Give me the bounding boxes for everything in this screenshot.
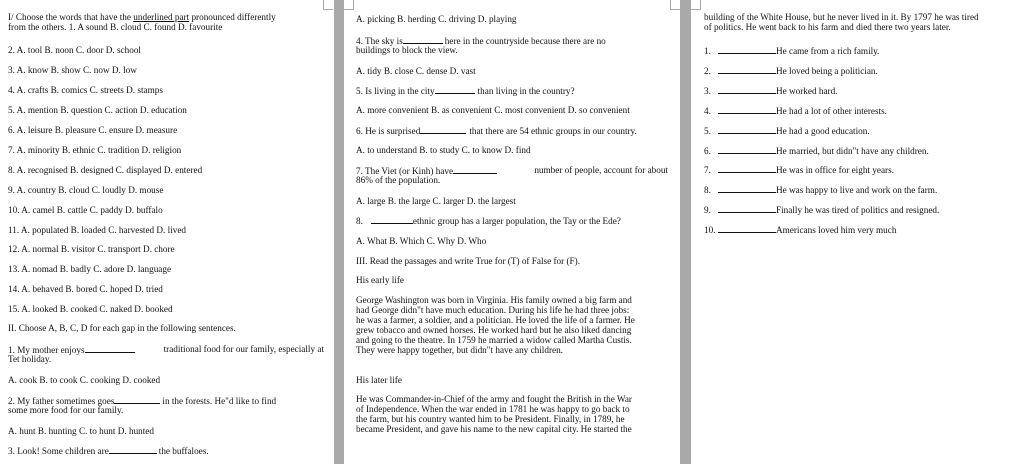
passage-line: became President, and gave his name to the new capital city. He started the	[356, 424, 632, 434]
answer-blank	[435, 85, 475, 94]
crop-mark	[323, 0, 333, 10]
statement-text: He was in office for eight years.	[776, 165, 894, 176]
text: 5. Is living in the city	[356, 86, 435, 96]
statement-text: Finally he was tired of politics and resigned.	[776, 205, 940, 216]
statement-text: He had a good education.	[776, 125, 870, 136]
statement-row	[704, 164, 894, 175]
answer-blank[interactable]	[718, 164, 776, 173]
text: 1. My mother enjoys	[8, 345, 85, 355]
question-item: 7. A. minority B. ethnic C. tradition D. religion	[8, 145, 182, 155]
question-1-heading	[8, 12, 276, 22]
options: A. hunt B. hunting C. to hunt D. hunted	[8, 426, 154, 436]
question-item: 15. A. looked B. cooked C. naked D. booked	[8, 304, 173, 314]
passage-line: He was Commander-in-Chief of the army and fought the British in the War	[356, 394, 632, 404]
question-item: 13. A. nomad B. badly C. adore D. language	[8, 264, 172, 274]
text: 3. Look! Some children are	[8, 446, 109, 456]
text: I/ Choose the words that have the	[8, 12, 134, 22]
answer-blank[interactable]	[718, 45, 776, 54]
answer-blank	[85, 344, 135, 353]
statement-number: 7.	[704, 165, 711, 176]
answer-blank	[114, 395, 160, 404]
statement-row	[704, 184, 937, 195]
text: than living in the country?	[477, 86, 575, 96]
statement-number: 8.	[704, 185, 711, 196]
answer-blank[interactable]	[718, 145, 776, 154]
answer-blank	[109, 445, 157, 454]
question-item: 8. A. recognised B. designed C. displayed D. entered	[8, 165, 203, 175]
text: 6. He is surprised	[356, 126, 421, 136]
statement-row	[704, 85, 837, 96]
answer-blank	[453, 165, 497, 174]
question-item: 6. A. leisure B. pleasure C. ensure D. measure	[8, 125, 178, 135]
statement-row	[704, 105, 887, 116]
statement-text: He came from a rich family.	[776, 46, 880, 56]
options: A. picking B. herding C. driving D. playing	[356, 14, 517, 24]
question-item: 3. A. know B. show C. now D. low	[8, 65, 137, 75]
options: A. more convenient B. as convenient C. most convenient D. so convenient	[356, 105, 630, 115]
answer-blank[interactable]	[718, 184, 776, 193]
gap-question-3	[8, 445, 209, 456]
answer-blank[interactable]	[718, 85, 776, 94]
crop-mark	[344, 0, 354, 10]
statement-row	[704, 204, 939, 215]
text: in the forests. He"d like to find	[162, 396, 277, 406]
text: ethnic group has a larger population, the Tay or the Ede?	[412, 216, 621, 226]
options: A. to understand B. to study C. to know D. find	[356, 145, 531, 155]
passage-line: of Independence. When the war ended in 1781 he was happy to go back to	[356, 404, 630, 414]
statement-number: 3.	[704, 85, 711, 96]
passage-line: had George didn"t have much education. During his life he had three jobs:	[356, 305, 630, 315]
passage-heading: His early life	[356, 275, 404, 285]
gap-question-5	[356, 85, 575, 96]
statement-number: 10.	[704, 225, 716, 236]
crop-mark	[670, 0, 680, 10]
options: A. cook B. to cook C. cooking D. cooked	[8, 375, 161, 385]
statement-row	[704, 224, 896, 235]
statement-row	[704, 45, 879, 56]
answer-blank	[371, 215, 413, 224]
statement-row	[704, 65, 878, 76]
text: 7. The Viet (or Kinh) have	[356, 166, 454, 176]
statement-number: 1.	[704, 46, 711, 56]
answer-blank[interactable]	[718, 105, 776, 114]
text: 2. My father sometimes goes	[8, 396, 115, 406]
answer-blank[interactable]	[718, 224, 776, 233]
statement-text: He was happy to live and work on the farm.	[776, 185, 938, 196]
statement-text: He married, but didn"t have any children.	[776, 145, 929, 156]
statement-text: He had a lot of other interests.	[776, 105, 887, 116]
question-item: 2. A. tool B. noon C. door D. school	[8, 45, 141, 55]
gap-question-4-cont: buildings to block the view.	[356, 45, 458, 55]
answer-blank[interactable]	[718, 204, 776, 213]
question-item: 11. A. populated B. loaded C. harvested D. lived	[8, 225, 187, 235]
answer-blank	[420, 125, 466, 134]
document-page-1	[0, 0, 334, 464]
answer-blank[interactable]	[718, 125, 776, 134]
section-3-heading: III. Read the passages and write True for (T) of False for (F).	[356, 256, 581, 266]
question-item: 14. A. behaved B. bored C. hoped D. tried	[8, 284, 163, 294]
statement-number: 2.	[704, 65, 711, 76]
question-item: 12. A. normal B. visitor C. transport D. chore	[8, 244, 175, 254]
text: the buffaloes.	[158, 446, 209, 456]
answer-blank	[403, 35, 443, 44]
passage-line: George Washington was born in Virginia. His family owned a big farm and	[356, 295, 632, 305]
text: that there are 54 ethnic groups in our country.	[469, 126, 637, 136]
options: A. tidy B. close C. dense D. vast	[356, 66, 476, 76]
passage-line: of politics. He went back to his farm and died there two years later.	[704, 22, 951, 32]
statement-number: 6.	[704, 145, 711, 156]
text: 4. The sky is	[356, 36, 403, 46]
statement-text: Americans loved him very much	[776, 225, 897, 236]
text: number of people, account for about	[534, 165, 668, 175]
options: A. What B. Which C. Why D. Who	[356, 236, 487, 246]
answer-blank[interactable]	[718, 65, 776, 74]
text: here in the countryside because there are no	[444, 36, 606, 46]
gap-question-1	[8, 344, 324, 355]
statement-number: 5.	[704, 125, 711, 136]
statement-row	[704, 125, 870, 136]
document-page-2	[344, 0, 680, 464]
passage-line: grew tobacco and owned horses. He worked hard but he also liked dancing	[356, 325, 632, 335]
question-item: 4. A. crafts B. comics C. streets D. stamps	[8, 85, 163, 95]
question-item: 9. A. country B. cloud C. loudly D. mouse	[8, 185, 164, 195]
text: pronounced differently	[189, 12, 276, 22]
underlined-text: underlined part	[133, 12, 190, 22]
statement-row	[704, 145, 929, 156]
crop-mark	[691, 0, 701, 10]
options: A. large B. the large C. larger D. the largest	[356, 196, 516, 206]
statement-number: 4.	[704, 105, 711, 116]
passage-heading: His later life	[356, 375, 402, 385]
gap-question-6	[356, 125, 637, 136]
question-item: 5. A. mention B. question C. action D. education	[8, 105, 187, 115]
text: 8.	[356, 216, 363, 226]
question-item: 10. A. camel B. cattle C. paddy D. buffalo	[8, 205, 163, 215]
question-1-line: from the others. 1. A sound B. cloud C. found D. favourite	[8, 22, 223, 32]
gap-question-1-cont: Tet holiday.	[8, 354, 52, 364]
text: traditional food for our family, especially at	[163, 344, 324, 354]
passage-line: and going to the theatre. In 1759 he married a widow called Martha Custis.	[356, 335, 632, 345]
document-page-3	[691, 0, 1024, 464]
gap-question-7-cont: 86% of the population.	[356, 175, 441, 185]
passage-line: the farm, but his country wanted him to be President. Finally, in 1789, he	[356, 414, 625, 424]
gap-question-8	[356, 215, 621, 226]
statement-number: 9.	[704, 205, 711, 216]
statement-text: He loved being a politician.	[776, 65, 878, 76]
gap-question-2-cont: some more food for our family.	[8, 405, 124, 415]
passage-line: They were happy together, but didn"t have any children.	[356, 345, 563, 355]
statement-text: He worked hard.	[776, 85, 838, 96]
passage-line: building of the White House, but he never lived in it. By 1797 he was tired	[704, 12, 979, 22]
section-2-heading: II. Choose A, B, C, D for each gap in the following sentences.	[8, 323, 236, 333]
passage-line: he was a farmer, a soldier, and a politician. He loved the life of a farmer. He	[356, 315, 635, 325]
